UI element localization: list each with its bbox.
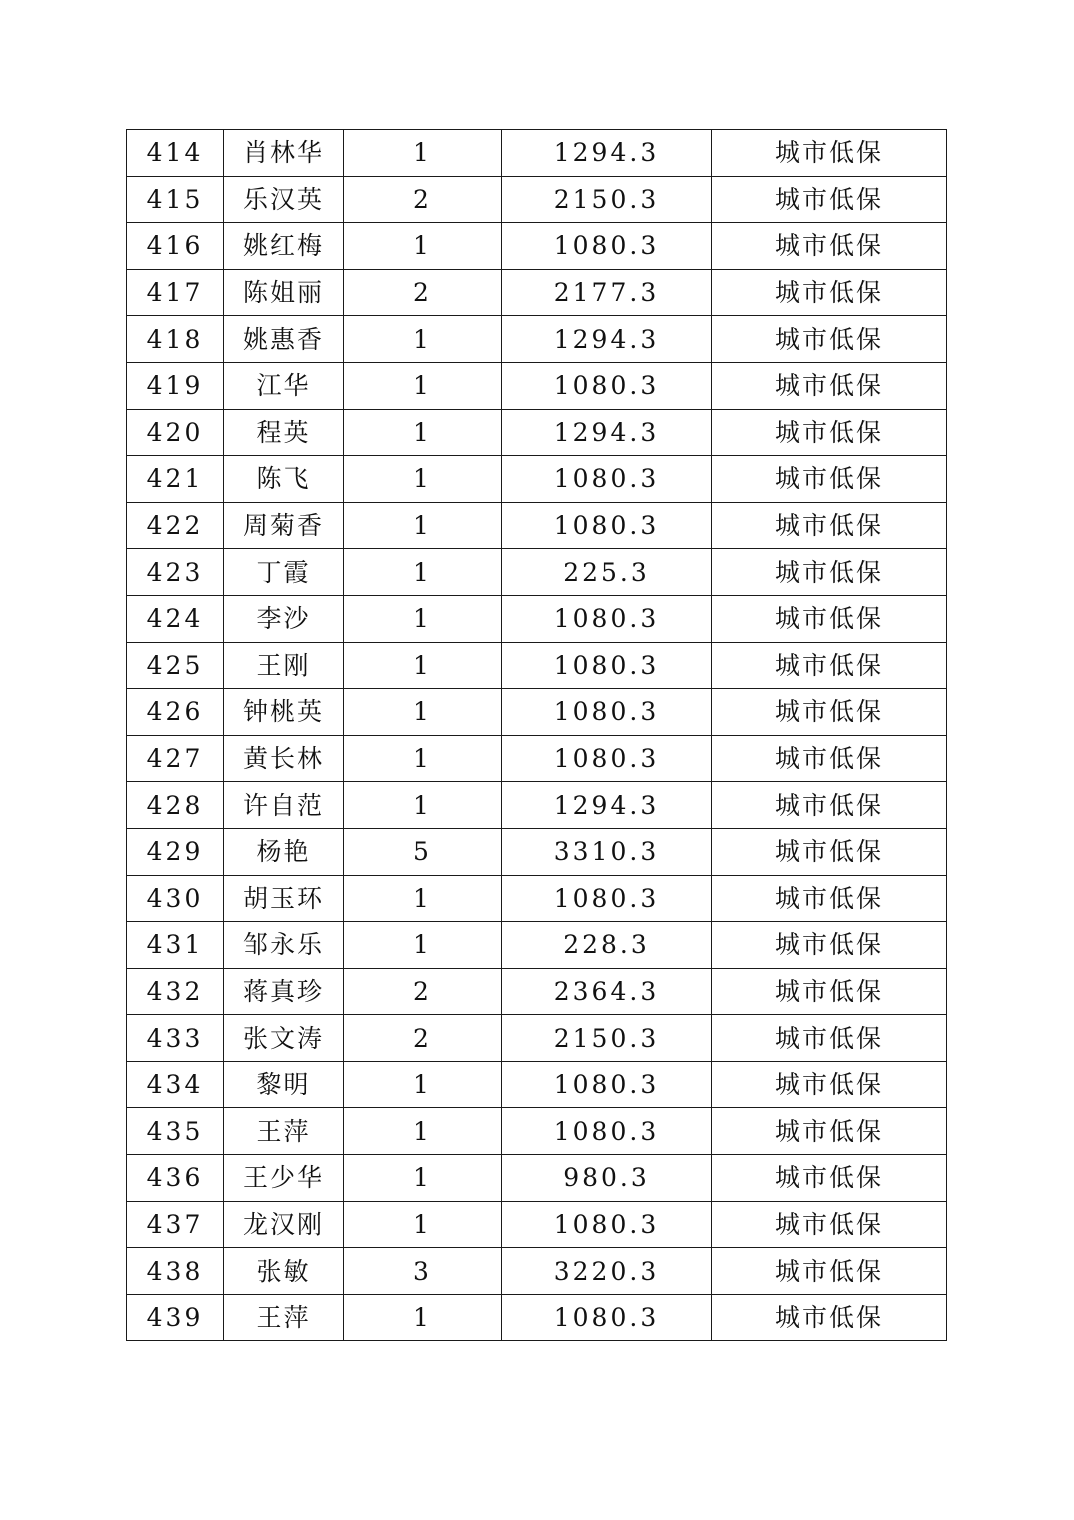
- table-row: [127, 828, 947, 875]
- payment-amount: 1080.3: [502, 1294, 712, 1341]
- assistance-type: 城市低保: [712, 1015, 947, 1062]
- recipient-name: 陈飞: [224, 456, 344, 503]
- row-number: 436: [127, 1155, 224, 1202]
- recipient-name: 姚惠香: [224, 316, 344, 363]
- payment-amount: 1080.3: [502, 502, 712, 549]
- assistance-type: 城市低保: [712, 968, 947, 1015]
- row-number: 438: [127, 1248, 224, 1295]
- household-size: 1: [344, 223, 502, 270]
- household-size: 1: [344, 409, 502, 456]
- table-row: [127, 689, 947, 736]
- recipient-name: 蒋真珍: [224, 968, 344, 1015]
- table-row: [127, 875, 947, 922]
- recipient-name: 黎明: [224, 1061, 344, 1108]
- table-row: [127, 1108, 947, 1155]
- payment-amount: 1080.3: [502, 456, 712, 503]
- assistance-type: 城市低保: [712, 223, 947, 270]
- assistance-type: 城市低保: [712, 130, 947, 177]
- household-size: 1: [344, 1294, 502, 1341]
- household-size: 1: [344, 549, 502, 596]
- table-row: [127, 968, 947, 1015]
- household-size: 3: [344, 1248, 502, 1295]
- row-number: 416: [127, 223, 224, 270]
- household-size: 1: [344, 130, 502, 177]
- recipient-name: 王萍: [224, 1294, 344, 1341]
- assistance-type: 城市低保: [712, 549, 947, 596]
- payment-amount: 2364.3: [502, 968, 712, 1015]
- assistance-type: 城市低保: [712, 1294, 947, 1341]
- row-number: 433: [127, 1015, 224, 1062]
- household-size: 1: [344, 1108, 502, 1155]
- assistance-type: 城市低保: [712, 456, 947, 503]
- recipient-name: 许自范: [224, 782, 344, 829]
- row-number: 420: [127, 409, 224, 456]
- assistance-type: 城市低保: [712, 735, 947, 782]
- assistance-type: 城市低保: [712, 176, 947, 223]
- household-size: 2: [344, 176, 502, 223]
- row-number: 428: [127, 782, 224, 829]
- assistance-type: 城市低保: [712, 642, 947, 689]
- household-size: 1: [344, 642, 502, 689]
- assistance-type: 城市低保: [712, 1061, 947, 1108]
- table-row: [127, 1061, 947, 1108]
- assistance-type: 城市低保: [712, 828, 947, 875]
- assistance-type: 城市低保: [712, 875, 947, 922]
- assistance-type: 城市低保: [712, 502, 947, 549]
- row-number: 418: [127, 316, 224, 363]
- payment-amount: 2150.3: [502, 1015, 712, 1062]
- row-number: 417: [127, 269, 224, 316]
- table-row: [127, 409, 947, 456]
- assistance-type: 城市低保: [712, 362, 947, 409]
- row-number: 435: [127, 1108, 224, 1155]
- table-row: [127, 502, 947, 549]
- payment-amount: 1294.3: [502, 130, 712, 177]
- household-size: 1: [344, 875, 502, 922]
- recipient-name: 陈姐丽: [224, 269, 344, 316]
- assistance-type: 城市低保: [712, 1248, 947, 1295]
- row-number: 430: [127, 875, 224, 922]
- payment-amount: 1080.3: [502, 1108, 712, 1155]
- table-row: [127, 595, 947, 642]
- recipient-name: 肖林华: [224, 130, 344, 177]
- payment-amount: 1080.3: [502, 595, 712, 642]
- household-size: 1: [344, 1155, 502, 1202]
- household-size: 2: [344, 1015, 502, 1062]
- recipient-name: 丁霞: [224, 549, 344, 596]
- household-size: 5: [344, 828, 502, 875]
- row-number: 421: [127, 456, 224, 503]
- recipient-name: 程英: [224, 409, 344, 456]
- recipient-name: 邹永乐: [224, 922, 344, 969]
- row-number: 419: [127, 362, 224, 409]
- recipient-name: 胡玉环: [224, 875, 344, 922]
- row-number: 414: [127, 130, 224, 177]
- recipient-name: 张文涛: [224, 1015, 344, 1062]
- household-size: 1: [344, 316, 502, 363]
- household-size: 2: [344, 269, 502, 316]
- table-row: [127, 782, 947, 829]
- household-size: 1: [344, 502, 502, 549]
- row-number: 424: [127, 595, 224, 642]
- row-number: 429: [127, 828, 224, 875]
- assistance-type: 城市低保: [712, 922, 947, 969]
- row-number: 426: [127, 689, 224, 736]
- recipient-name: 李沙: [224, 595, 344, 642]
- table-row: [127, 362, 947, 409]
- household-size: 1: [344, 922, 502, 969]
- recipient-name: 乐汉英: [224, 176, 344, 223]
- table-body: [127, 130, 947, 1341]
- assistance-type: 城市低保: [712, 595, 947, 642]
- assistance-type: 城市低保: [712, 782, 947, 829]
- row-number: 432: [127, 968, 224, 1015]
- recipient-name: 王少华: [224, 1155, 344, 1202]
- household-size: 1: [344, 595, 502, 642]
- payment-amount: 1080.3: [502, 1061, 712, 1108]
- row-number: 427: [127, 735, 224, 782]
- payment-amount: 3310.3: [502, 828, 712, 875]
- assistance-type: 城市低保: [712, 316, 947, 363]
- household-size: 1: [344, 782, 502, 829]
- payment-amount: 1080.3: [502, 642, 712, 689]
- table-row: [127, 1015, 947, 1062]
- household-size: 1: [344, 1201, 502, 1248]
- payment-amount: 1294.3: [502, 316, 712, 363]
- payment-amount: 1080.3: [502, 362, 712, 409]
- recipient-name: 王萍: [224, 1108, 344, 1155]
- row-number: 423: [127, 549, 224, 596]
- recipient-name: 钟桃英: [224, 689, 344, 736]
- household-size: 1: [344, 735, 502, 782]
- table-row: [127, 223, 947, 270]
- row-number: 415: [127, 176, 224, 223]
- table-row: [127, 1155, 947, 1202]
- payment-amount: 1080.3: [502, 1201, 712, 1248]
- table-row: [127, 1294, 947, 1341]
- table-row: [127, 549, 947, 596]
- assistance-type: 城市低保: [712, 409, 947, 456]
- recipient-name: 王刚: [224, 642, 344, 689]
- household-size: 1: [344, 689, 502, 736]
- row-number: 422: [127, 502, 224, 549]
- table-row: [127, 922, 947, 969]
- table-row: [127, 130, 947, 177]
- household-size: 2: [344, 968, 502, 1015]
- table-row: [127, 176, 947, 223]
- payment-amount: 1294.3: [502, 782, 712, 829]
- table-row: [127, 456, 947, 503]
- row-number: 439: [127, 1294, 224, 1341]
- recipient-name: 杨艳: [224, 828, 344, 875]
- payment-amount: 2177.3: [502, 269, 712, 316]
- row-number: 431: [127, 922, 224, 969]
- payment-amount: 225.3: [502, 549, 712, 596]
- recipient-name: 江华: [224, 362, 344, 409]
- recipient-name: 黄长林: [224, 735, 344, 782]
- payment-amount: 228.3: [502, 922, 712, 969]
- recipient-name: 张敏: [224, 1248, 344, 1295]
- beneficiary-table: [126, 129, 947, 1341]
- payment-amount: 1080.3: [502, 223, 712, 270]
- row-number: 425: [127, 642, 224, 689]
- payment-amount: 1294.3: [502, 409, 712, 456]
- table-row: [127, 1248, 947, 1295]
- table-row: [127, 642, 947, 689]
- payment-amount: 980.3: [502, 1155, 712, 1202]
- assistance-type: 城市低保: [712, 689, 947, 736]
- recipient-name: 龙汉刚: [224, 1201, 344, 1248]
- assistance-type: 城市低保: [712, 1201, 947, 1248]
- payment-amount: 3220.3: [502, 1248, 712, 1295]
- payment-amount: 1080.3: [502, 735, 712, 782]
- recipient-name: 周菊香: [224, 502, 344, 549]
- table-row: [127, 316, 947, 363]
- assistance-type: 城市低保: [712, 1108, 947, 1155]
- assistance-type: 城市低保: [712, 1155, 947, 1202]
- recipient-name: 姚红梅: [224, 223, 344, 270]
- row-number: 434: [127, 1061, 224, 1108]
- household-size: 1: [344, 1061, 502, 1108]
- table-row: [127, 1201, 947, 1248]
- payment-amount: 1080.3: [502, 689, 712, 736]
- household-size: 1: [344, 362, 502, 409]
- household-size: 1: [344, 456, 502, 503]
- table-row: [127, 269, 947, 316]
- row-number: 437: [127, 1201, 224, 1248]
- payment-amount: 2150.3: [502, 176, 712, 223]
- table-row: [127, 735, 947, 782]
- payment-amount: 1080.3: [502, 875, 712, 922]
- assistance-type: 城市低保: [712, 269, 947, 316]
